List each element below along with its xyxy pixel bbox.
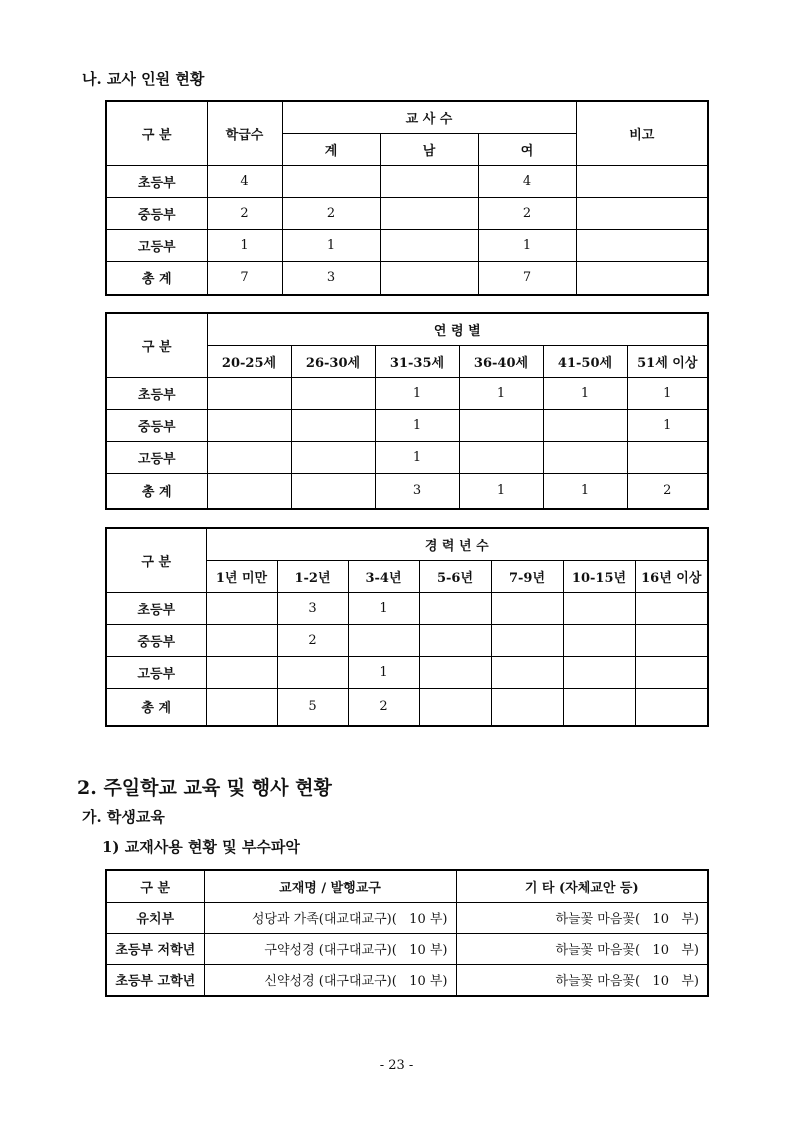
table-row-total [106,473,708,509]
cell: 2 [478,197,576,229]
row-label: 중등부 [106,624,206,656]
cell: 1 [282,229,380,261]
cell [491,656,563,688]
col-header: 5-6년 [419,560,491,592]
cell [491,592,563,624]
row-label: 초등부 저학년 [106,933,204,964]
row-label: 중등부 [106,197,207,229]
cell [459,409,543,441]
table-row [106,933,708,964]
col-header: 10-15년 [563,560,635,592]
row-label: 고등부 [106,656,206,688]
cell [206,656,277,688]
section-heading-teachers: 나. 교사 인원 현황 [82,70,205,88]
subsubsection-heading-textbooks: 1) 교재사용 현황 및 부수파악 [102,838,300,856]
cell [291,473,375,509]
table-row-total [106,261,708,295]
cell: 3 [375,473,459,509]
table-row [106,377,708,409]
col-header: 51세 이상 [627,345,708,377]
cell [380,261,478,295]
cell: 1 [627,409,708,441]
header-total: 계 [282,133,380,165]
cell: 4 [478,165,576,197]
cell: 1 [543,377,627,409]
cell: 1 [478,229,576,261]
col-header: 16년 이상 [635,560,708,592]
cell [207,409,291,441]
cell [291,441,375,473]
table-row [106,902,708,933]
cell-book: 신약성경 (대구대교구)( 10 부) [204,964,456,996]
cell [277,656,348,688]
table-row [106,592,708,624]
cell [291,377,375,409]
cell: 3 [282,261,380,295]
col-header: 3-4년 [348,560,419,592]
col-header: 26-30세 [291,345,375,377]
cell [543,441,627,473]
table-row [106,229,708,261]
cell [207,377,291,409]
cell [563,624,635,656]
age-table [105,312,709,510]
cell [635,688,708,726]
cell [419,592,491,624]
cell: 2 [348,688,419,726]
cell: 2 [207,197,282,229]
cell [576,261,708,295]
cell-etc: 하늘꽃 마음꽃( 10 부) [456,902,708,933]
cell [491,624,563,656]
cell [206,688,277,726]
cell [291,409,375,441]
header-experience-group: 경 력 년 수 [206,528,708,560]
cell-etc: 하늘꽃 마음꽃( 10 부) [456,933,708,964]
cell [576,165,708,197]
col-header: 20-25세 [207,345,291,377]
header-etc: 기 타 (자체교안 등) [456,870,708,902]
cell: 1 [375,441,459,473]
row-label: 초등부 [106,165,207,197]
header-female: 여 [478,133,576,165]
experience-table [105,527,709,727]
cell [576,197,708,229]
cell [635,592,708,624]
cell [348,624,419,656]
row-label: 초등부 고학년 [106,964,204,996]
cell: 1 [375,409,459,441]
cell [543,409,627,441]
cell [563,656,635,688]
subsection-heading-student-education: 가. 학생교육 [82,808,165,826]
row-label: 총 계 [106,261,207,295]
cell [491,688,563,726]
table-row [106,964,708,996]
col-header: 31-35세 [375,345,459,377]
header-gubun: 구 분 [106,101,207,165]
cell: 1 [348,592,419,624]
col-header: 1년 미만 [206,560,277,592]
row-label: 총 계 [106,473,207,509]
header-teachers: 교 사 수 [282,101,576,133]
table-row [106,197,708,229]
row-label: 총 계 [106,688,206,726]
header-age-group: 연 령 별 [207,313,708,345]
teacher-count-table [105,100,709,296]
table-row [106,624,708,656]
cell: 3 [277,592,348,624]
col-header: 7-9년 [491,560,563,592]
cell: 7 [207,261,282,295]
header-note: 비고 [576,101,708,165]
cell-book: 성당과 가족(대교대교구)( 10 부) [204,902,456,933]
col-header: 36-40세 [459,345,543,377]
cell: 4 [207,165,282,197]
header-male: 남 [380,133,478,165]
header-gubun: 구 분 [106,528,206,592]
table-row [106,165,708,197]
textbook-table [105,869,709,997]
table-row [106,441,708,473]
cell-etc: 하늘꽃 마음꽃( 10 부) [456,964,708,996]
row-label: 고등부 [106,441,207,473]
cell [282,165,380,197]
row-label: 초등부 [106,377,207,409]
page-number: - 23 - [379,1058,414,1073]
header-gubun: 구 분 [106,313,207,377]
row-label: 중등부 [106,409,207,441]
cell [459,441,543,473]
header-classes: 학급수 [207,101,282,165]
cell: 5 [277,688,348,726]
row-label: 유치부 [106,902,204,933]
cell [627,441,708,473]
cell: 1 [459,377,543,409]
cell [419,656,491,688]
table-row [106,656,708,688]
cell: 1 [348,656,419,688]
cell: 2 [282,197,380,229]
cell [635,656,708,688]
cell [563,688,635,726]
cell [635,624,708,656]
cell [563,592,635,624]
cell: 7 [478,261,576,295]
cell [380,165,478,197]
cell [380,229,478,261]
table-row [106,409,708,441]
cell [207,473,291,509]
row-label: 초등부 [106,592,206,624]
cell [419,688,491,726]
cell [576,229,708,261]
cell: 1 [207,229,282,261]
cell [206,624,277,656]
cell [419,624,491,656]
table-row-total [106,688,708,726]
cell: 1 [375,377,459,409]
cell [206,592,277,624]
cell: 1 [459,473,543,509]
cell-book: 구약성경 (대구대교구)( 10 부) [204,933,456,964]
cell: 2 [627,473,708,509]
cell: 2 [277,624,348,656]
cell [380,197,478,229]
col-header: 1-2년 [277,560,348,592]
header-book: 교재명 / 발행교구 [204,870,456,902]
section-heading-education: 2. 주일학교 교육 및 행사 현황 [77,777,332,799]
cell [207,441,291,473]
cell: 1 [543,473,627,509]
header-gubun: 구 분 [106,870,204,902]
row-label: 고등부 [106,229,207,261]
cell: 1 [627,377,708,409]
col-header: 41-50세 [543,345,627,377]
